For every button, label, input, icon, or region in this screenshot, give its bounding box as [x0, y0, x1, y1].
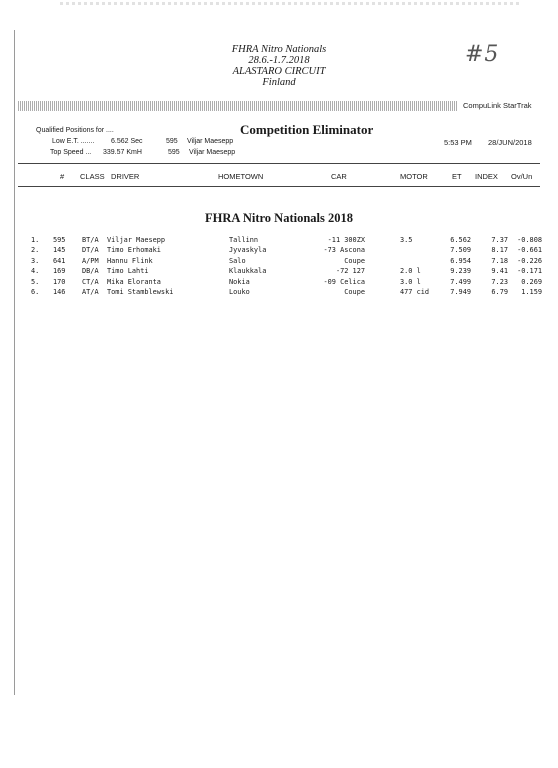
- cell-position: 6.: [31, 287, 40, 296]
- low-et-value: 6.562 Sec: [111, 138, 143, 145]
- cell-driver: Timo Lahti: [107, 267, 149, 276]
- cell-car: -72 127: [335, 267, 365, 276]
- cell-class: DT/A: [82, 246, 99, 255]
- cell-car: Coupe: [344, 287, 365, 296]
- header-rule-top: [18, 163, 540, 164]
- col-ovun: Ov/Un: [511, 172, 533, 181]
- cell-car: -09 Celica: [323, 277, 365, 286]
- top-speed-driver: Viljar Maesepp: [189, 149, 236, 156]
- cell-motor: 3.5: [400, 236, 413, 244]
- cell-ovun: -0.808: [517, 236, 542, 244]
- section-title: FHRA Nitro Nationals 2018: [204, 211, 354, 225]
- cell-car-number: 146: [53, 287, 66, 296]
- cell-index: 6.79: [491, 287, 508, 296]
- col-driver: DRIVER: [111, 172, 140, 181]
- cell-et: 6.954: [450, 256, 471, 265]
- cell-car-number: 169: [53, 267, 66, 276]
- top-speed-label: Top Speed ...: [50, 149, 92, 156]
- cell-hometown: Nokia: [229, 277, 250, 286]
- brand-label: CompuLink StarTrak: [463, 101, 532, 110]
- cell-position: 1.: [31, 236, 40, 244]
- top-speed-car: 595: [168, 149, 180, 156]
- low-et-driver: Viljar Maesepp: [187, 138, 234, 145]
- cell-et: 7.509: [450, 246, 471, 255]
- cell-position: 4.: [31, 267, 40, 276]
- cell-class: DB/A: [82, 267, 99, 276]
- cell-hometown: Salo: [229, 256, 246, 265]
- cell-ovun: -0.226: [517, 256, 542, 265]
- cell-hometown: Louko: [229, 287, 250, 296]
- cell-class: CT/A: [82, 277, 99, 286]
- cell-hometown: Klaukkala: [229, 267, 267, 276]
- cell-index: 9.41: [491, 267, 508, 276]
- cell-driver: Mika Eloranta: [107, 277, 161, 286]
- top-speed-value: 339.57 KmH: [103, 149, 142, 156]
- low-et-car: 595: [166, 138, 178, 145]
- qualified-label: Qualified Positions for ....: [36, 127, 114, 134]
- table-row: [0, 257, 558, 267]
- cell-car: Coupe: [344, 256, 365, 265]
- cell-motor: 2.0 l: [400, 267, 421, 276]
- header-event-name: FHRA Nitro Nationals: [231, 44, 327, 55]
- dotted-separator: [18, 101, 458, 111]
- handwritten-page-mark: #5: [465, 42, 500, 67]
- cell-position: 3.: [31, 256, 40, 265]
- report-date: 28/JUN/2018: [488, 138, 532, 147]
- cell-position: 5.: [31, 277, 40, 286]
- cell-et: 7.949: [450, 287, 471, 296]
- cell-index: 7.23: [491, 277, 508, 286]
- cell-car-number: 145: [53, 246, 66, 255]
- cell-driver: Timo Erhomaki: [107, 246, 161, 255]
- cell-index: 8.17: [491, 246, 508, 255]
- col-class: CLASS: [80, 172, 105, 181]
- header-country: Finland: [262, 77, 296, 88]
- cell-motor: 3.0 l: [400, 277, 421, 286]
- table-row: [0, 246, 558, 256]
- cell-ovun: -0.661: [517, 246, 542, 255]
- col-index: INDEX: [475, 172, 498, 181]
- col-et: ET: [452, 172, 462, 181]
- low-et-label: Low E.T. .......: [52, 138, 95, 145]
- table-row: [0, 288, 558, 298]
- cell-car-number: 595: [53, 236, 66, 244]
- cell-car: -73 Ascona: [323, 246, 365, 255]
- cell-class: A/PM: [82, 256, 99, 265]
- cell-et: 9.239: [450, 267, 471, 276]
- header-dates: 28.6.-1.7.2018: [248, 55, 310, 66]
- cell-et: 7.499: [450, 277, 471, 286]
- results-table: [0, 236, 558, 298]
- table-row: [0, 267, 558, 277]
- cell-class: AT/A: [82, 287, 99, 296]
- cell-car-number: 641: [53, 256, 66, 265]
- cell-hometown: Tallinn: [229, 236, 259, 244]
- cell-et: 6.562: [450, 236, 471, 244]
- report-time: 5:53 PM: [444, 138, 472, 147]
- cell-ovun: 0.269: [521, 277, 542, 286]
- header-rule-bottom: [18, 186, 540, 187]
- col-hometown: HOMETOWN: [218, 172, 264, 181]
- cell-hometown: Jyvaskyla: [229, 246, 267, 255]
- cell-driver: Tomi Stamblewski: [107, 287, 174, 296]
- header-venue: ALASTARO CIRCUIT: [232, 66, 326, 77]
- cell-index: 7.18: [491, 256, 508, 265]
- cell-class: BT/A: [82, 236, 99, 244]
- cell-index: 7.37: [491, 236, 508, 244]
- cell-ovun: 1.159: [521, 287, 542, 296]
- col-num: #: [60, 172, 65, 181]
- scan-edge-line: [14, 30, 15, 695]
- cell-motor: 477 cid: [400, 287, 430, 296]
- cell-driver: Hannu Flink: [107, 256, 153, 265]
- cell-car-number: 170: [53, 277, 66, 286]
- table-row: [0, 278, 558, 288]
- cell-position: 2.: [31, 246, 40, 255]
- table-row: [0, 236, 558, 246]
- col-motor: MOTOR: [400, 172, 428, 181]
- cell-car: -11 300ZX: [327, 236, 365, 244]
- cell-driver: Viljar Maesepp: [107, 236, 166, 244]
- cell-ovun: -0.171: [517, 267, 542, 276]
- col-car: CAR: [331, 172, 347, 181]
- scan-noise: [60, 2, 520, 5]
- event-title: Competition Eliminator: [240, 122, 374, 137]
